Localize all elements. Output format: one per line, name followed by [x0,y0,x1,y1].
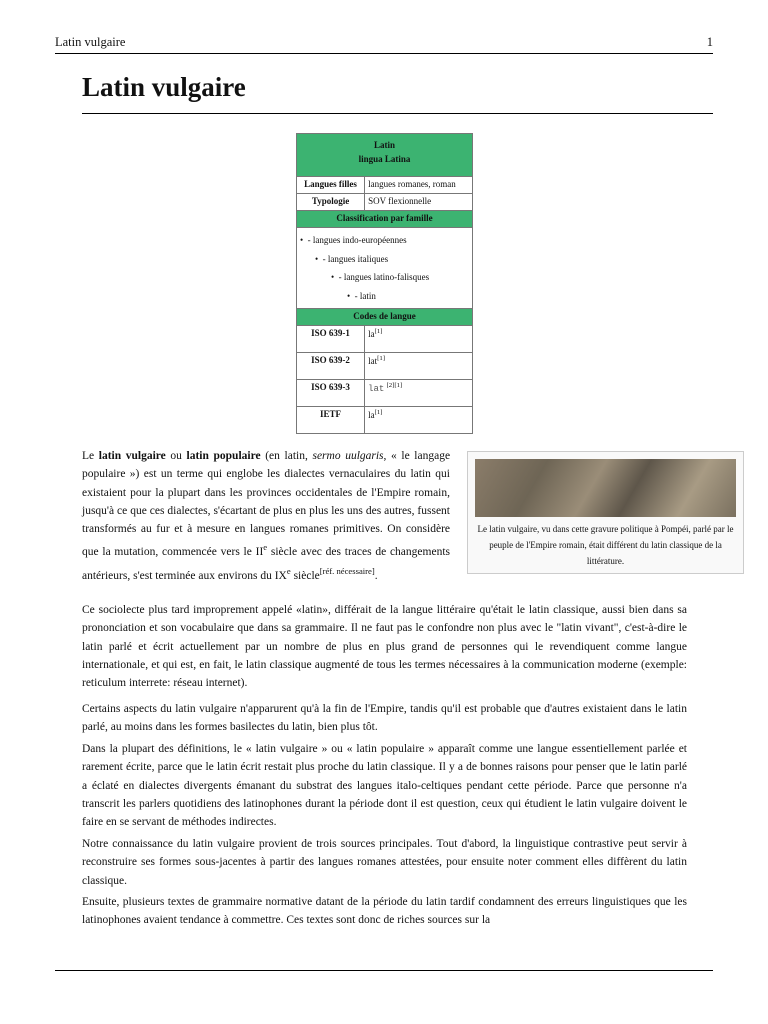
infobox-value: langues romanes, roman [365,177,473,194]
infobox-header [297,134,473,177]
running-title: Latin vulgaire [55,35,126,49]
body-paragraph: Notre connaissance du latin vulgaire provient de trois sources principales. Tout d'abord, la linguistique contrastive peut servir à reconstruire ses formes sous-jacentes à partir des langues romanes attestées, pour ensuite noter comment elles diffèrent du latin classique. [82,838,687,887]
term: latin vulgaire [98,450,166,462]
title-divider [82,113,713,114]
intro-paragraph: Le latin vulgaire ou latin populaire (en latin, sermo uulgaris, « le langage populaire ») est un terme qui englobe les dialectes vernaculaires du latin qui existaient pour la plupart dans les provinces occidentales de l'Empire romain, jusqu'à ce que ces dialectes, s'écartant de plus en plus les uns des autres, fussent transformés au fur et à mesure en langues romanes primitives. On considère que la mutation, commencée vers le IIe siècle avec des traces de changements antérieurs, s'est terminée aux environs du IXe siècle[réf. nécessaire]. [82,450,451,582]
family-item: • - latin [347,290,376,301]
body-paragraph: Dans la plupart des définitions, le « latin vulgaire » ou « latin populaire » apparaît comme une langue essentiellement parlée et rarement écrite, parce que le latin écrit restait plus proche du latin classique. Il y a de bonnes raisons pour penser que le latin parlé a éclaté en dialectes divergents émanant du substrat des langues italo-celtiques pendant cette période. Parce que personne n'a transcrit les parlers quotidiens des latinophones durant la période dont il est question, ceux qui étudient le latin vulgaire doivent le faire en se servant de méthodes indirectes. [82,743,687,829]
body-paragraph: Ce sociolecte plus tard improprement appelé «latin», différait de la langue littéraire qu'était le latin classique, aussi bien dans sa prononciation et son vocabulaire que dans sa grammaire. Il ne faut pas le confondre non plus avec le "latin vivant", c'est-à-dire le latin parlé et écrit actuellement par un nombre de plus en plus grand de personnes qui le revendiquent comme langue internationale, et qui est, en fait, le latin classique augmenté de tous les termes nécessaires à la communication moderne (exemple: reticulum interrete: réseau internet). [82,604,687,690]
latin-term: sermo uulgaris [312,450,384,462]
infobox-label: Typologie [297,194,365,211]
infobox-native-name: lingua Latina [358,154,411,164]
body-paragraph: Certains aspects du latin vulgaire n'apparurent qu'à la fin de l'Empire, tandis qu'il est probable que d'autres existaient dans le latin parlé, au moins dans les formes basilectes du latin, bien plus tôt. [82,703,687,734]
code-value: lat [2][1] [365,380,473,407]
citation-link[interactable]: [2][1] [386,382,403,389]
infobox-label: Langues filles [297,177,365,194]
citation-link[interactable]: [1] [374,328,383,335]
running-header [55,35,713,54]
code-label: ISO 639-2 [297,353,365,380]
family-item: • - langues indo-européennes [300,235,407,245]
code-label: IETF [297,407,365,434]
figure [467,451,744,574]
page-number: 1 [706,35,713,49]
body-paragraph: Ensuite, plusieurs textes de grammaire normative datant de la période du latin tardif condamnent des erreurs linguistiques que les latinophones avaient tendance à commettre. Ces textes sont donc de riches sources sur la [82,896,687,927]
family-heading: Classification par famille [297,211,473,228]
code-label: ISO 639-1 [297,326,365,353]
code-value: la[1] [365,326,473,353]
infobox-value: SOV flexionnelle [365,194,473,211]
pompeii-inscription-image[interactable] [475,459,736,517]
family-item: • - langues latino-falisques [331,272,430,282]
citation-link[interactable]: [1] [374,409,383,416]
family-tree [297,228,473,309]
page-title: Latin vulgaire [82,72,246,102]
codes-heading: Codes de langue [297,309,473,326]
code-value: la[1] [365,407,473,434]
figure-caption: Le latin vulgaire, vu dans cette gravure politique à Pompéi, parlé par le peuple de l'Empire romain, était différent du latin classique de la littérature. [477,524,734,566]
citation-link[interactable]: [1] [377,355,385,362]
footer-divider [55,970,713,971]
language-infobox [296,133,473,434]
code-label: ISO 639-3 [297,380,365,407]
infobox-name: Latin [373,140,395,150]
citation-needed-link[interactable]: [réf. nécessaire] [319,565,375,576]
term: latin populaire [186,450,261,462]
code-value: lat[1] [365,353,473,380]
family-item: • - langues italiques [315,253,389,264]
